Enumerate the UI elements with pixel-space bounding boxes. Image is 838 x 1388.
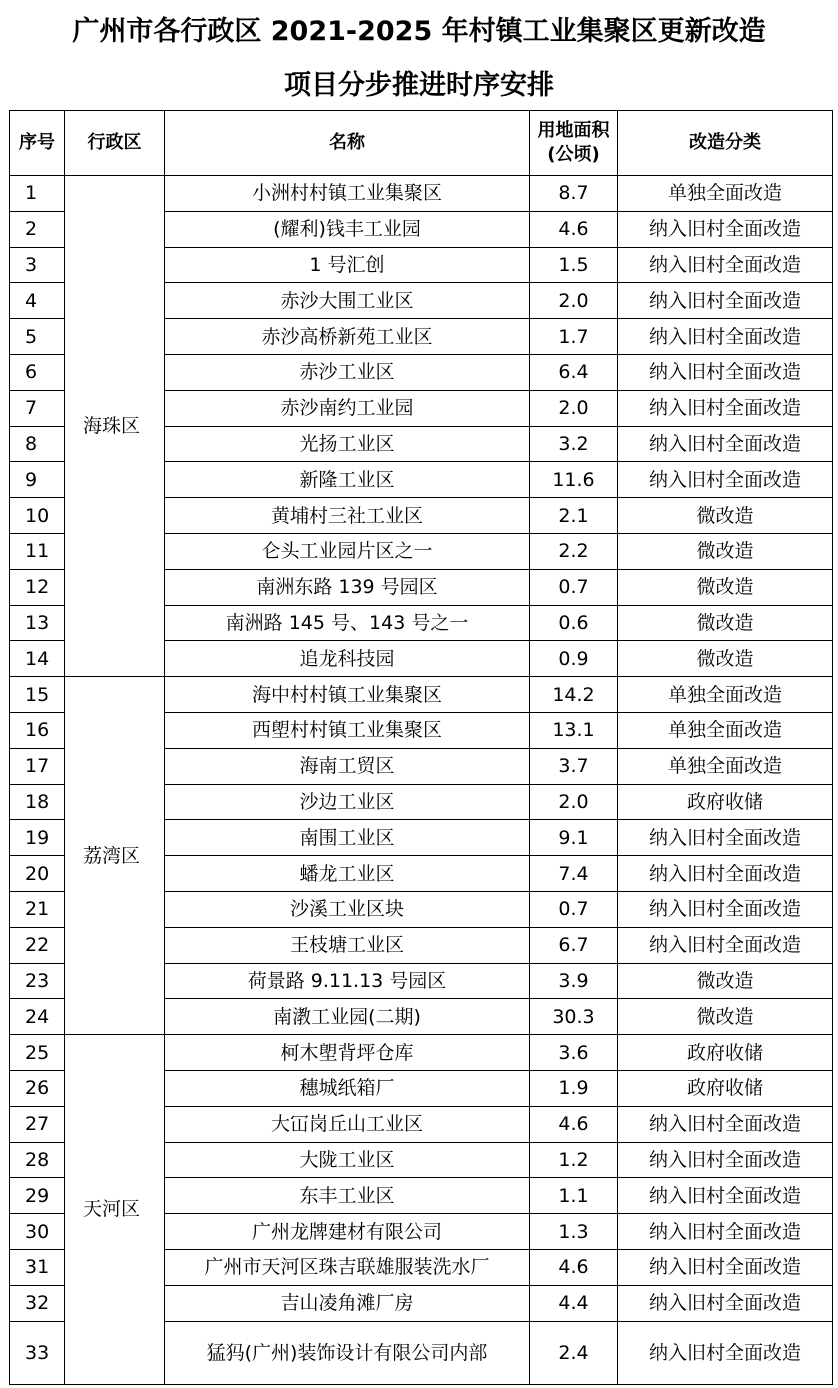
row-category: 微改造 [618,498,833,534]
table-row [10,176,833,212]
row-category: 纳入旧村全面改造 [618,283,833,319]
row-area: 30.3 [530,999,618,1035]
header-seq: 序号 [10,111,65,176]
district-cell: 天河区 [65,1035,165,1384]
row-seq: 29 [10,1178,65,1214]
row-category: 纳入旧村全面改造 [618,426,833,462]
document-title-line-1: 广州市各行政区 2021-2025 年村镇工业集聚区更新改造 [72,16,766,47]
table-body [10,176,833,1385]
row-name: 1 号汇创 [165,247,530,283]
row-seq: 1 [10,176,65,212]
row-name: 新隆工业区 [165,462,530,498]
row-seq: 17 [10,748,65,784]
row-category: 纳入旧村全面改造 [618,856,833,892]
row-category: 政府收储 [618,1035,833,1071]
table-row [10,677,833,713]
row-category: 纳入旧村全面改造 [618,1178,833,1214]
row-name: 追龙科技园 [165,641,530,677]
row-seq: 14 [10,641,65,677]
row-area: 14.2 [530,677,618,713]
row-seq: 3 [10,247,65,283]
row-area: 2.4 [530,1321,618,1384]
row-category: 纳入旧村全面改造 [618,927,833,963]
row-name: 大冚岗丘山工业区 [165,1106,530,1142]
row-name: 荷景路 9.11.13 号园区 [165,963,530,999]
row-category: 纳入旧村全面改造 [618,1142,833,1178]
row-category: 纳入旧村全面改造 [618,1285,833,1321]
row-area: 0.6 [530,605,618,641]
row-seq: 31 [10,1249,65,1285]
row-seq: 13 [10,605,65,641]
row-category: 纳入旧村全面改造 [618,247,833,283]
row-category: 单独全面改造 [618,712,833,748]
district-cell: 荔湾区 [65,677,165,1035]
row-seq: 30 [10,1214,65,1250]
row-name: 海中村村镇工业集聚区 [165,677,530,713]
row-seq: 5 [10,319,65,355]
row-name: 光扬工业区 [165,426,530,462]
row-category: 微改造 [618,605,833,641]
row-seq: 27 [10,1106,65,1142]
row-area: 6.7 [530,927,618,963]
row-category: 单独全面改造 [618,677,833,713]
row-name: 南洲路 145 号、143 号之一 [165,605,530,641]
header-area-line-1: 用地面积 [537,120,610,141]
row-name: 广州市天河区珠吉联雄服装洗水厂 [165,1249,530,1285]
row-category: 纳入旧村全面改造 [618,462,833,498]
row-name: 猛犸(广州)装饰设计有限公司内部 [165,1321,530,1384]
row-name: 蟠龙工业区 [165,856,530,892]
row-name: 赤沙南约工业园 [165,390,530,426]
row-name: 小洲村村镇工业集聚区 [165,176,530,212]
row-name: 南围工业区 [165,820,530,856]
row-area: 2.1 [530,498,618,534]
row-seq: 8 [10,426,65,462]
row-category: 纳入旧村全面改造 [618,1106,833,1142]
row-area: 1.1 [530,1178,618,1214]
row-category: 纳入旧村全面改造 [618,1321,833,1384]
project-schedule-table [9,110,833,1385]
row-category: 微改造 [618,999,833,1035]
row-area: 3.9 [530,963,618,999]
row-category: 纳入旧村全面改造 [618,319,833,355]
row-name: 南漖工业园(二期) [165,999,530,1035]
row-category: 纳入旧村全面改造 [618,354,833,390]
row-category: 单独全面改造 [618,748,833,784]
row-category: 纳入旧村全面改造 [618,211,833,247]
row-area: 2.0 [530,283,618,319]
row-seq: 9 [10,462,65,498]
header-district: 行政区 [65,111,165,176]
row-name: 王枝塘工业区 [165,927,530,963]
row-category: 微改造 [618,569,833,605]
row-seq: 10 [10,498,65,534]
row-area: 4.6 [530,211,618,247]
row-seq: 19 [10,820,65,856]
row-category: 微改造 [618,533,833,569]
row-seq: 20 [10,856,65,892]
row-name: 海南工贸区 [165,748,530,784]
row-area: 9.1 [530,820,618,856]
row-area: 4.6 [530,1249,618,1285]
row-category: 纳入旧村全面改造 [618,390,833,426]
row-seq: 32 [10,1285,65,1321]
row-seq: 21 [10,891,65,927]
row-name: 大陇工业区 [165,1142,530,1178]
row-seq: 4 [10,283,65,319]
row-area: 4.4 [530,1285,618,1321]
row-area: 1.7 [530,319,618,355]
row-seq: 16 [10,712,65,748]
row-seq: 26 [10,1070,65,1106]
header-name: 名称 [165,111,530,176]
row-area: 6.4 [530,354,618,390]
row-category: 微改造 [618,963,833,999]
row-seq: 22 [10,927,65,963]
row-area: 3.2 [530,426,618,462]
row-area: 0.7 [530,569,618,605]
row-name: 西塱村村镇工业集聚区 [165,712,530,748]
row-name: 赤沙大围工业区 [165,283,530,319]
document-title-line-2: 项目分步推进时序安排 [284,70,554,101]
row-category: 政府收储 [618,1070,833,1106]
row-area: 13.1 [530,712,618,748]
row-area: 11.6 [530,462,618,498]
row-area: 2.2 [530,533,618,569]
row-name: 吉山凌角滩厂房 [165,1285,530,1321]
header-area [530,111,618,176]
row-seq: 25 [10,1035,65,1071]
row-seq: 11 [10,533,65,569]
row-name: 黄埔村三社工业区 [165,498,530,534]
row-name: 广州龙牌建材有限公司 [165,1214,530,1250]
table-header-row [10,111,833,176]
row-seq: 2 [10,211,65,247]
row-area: 1.2 [530,1142,618,1178]
row-category: 纳入旧村全面改造 [618,1214,833,1250]
row-area: 8.7 [530,176,618,212]
row-area: 7.4 [530,856,618,892]
row-area: 4.6 [530,1106,618,1142]
district-cell: 海珠区 [65,176,165,677]
row-area: 3.7 [530,748,618,784]
row-name: (耀利)钱丰工业园 [165,211,530,247]
row-seq: 12 [10,569,65,605]
row-name: 东丰工业区 [165,1178,530,1214]
row-seq: 24 [10,999,65,1035]
row-name: 沙溪工业区块 [165,891,530,927]
row-name: 柯木塱背坪仓库 [165,1035,530,1071]
row-area: 1.5 [530,247,618,283]
row-seq: 33 [10,1321,65,1384]
row-category: 纳入旧村全面改造 [618,891,833,927]
row-seq: 18 [10,784,65,820]
table-row [10,1035,833,1071]
row-area: 0.7 [530,891,618,927]
row-area: 1.9 [530,1070,618,1106]
row-area: 2.0 [530,784,618,820]
row-category: 纳入旧村全面改造 [618,1249,833,1285]
row-category: 政府收储 [618,784,833,820]
row-name: 穗城纸箱厂 [165,1070,530,1106]
row-area: 3.6 [530,1035,618,1071]
header-area-line-2: (公顷) [547,144,600,165]
row-category: 纳入旧村全面改造 [618,820,833,856]
header-category: 改造分类 [618,111,833,176]
row-area: 2.0 [530,390,618,426]
row-name: 南洲东路 139 号园区 [165,569,530,605]
row-seq: 28 [10,1142,65,1178]
row-seq: 6 [10,354,65,390]
row-seq: 7 [10,390,65,426]
row-seq: 23 [10,963,65,999]
row-seq: 15 [10,677,65,713]
row-area: 0.9 [530,641,618,677]
row-area: 1.3 [530,1214,618,1250]
row-name: 沙边工业区 [165,784,530,820]
row-category: 单独全面改造 [618,176,833,212]
row-category: 微改造 [618,641,833,677]
row-name: 仑头工业园片区之一 [165,533,530,569]
row-name: 赤沙工业区 [165,354,530,390]
row-name: 赤沙高桥新苑工业区 [165,319,530,355]
